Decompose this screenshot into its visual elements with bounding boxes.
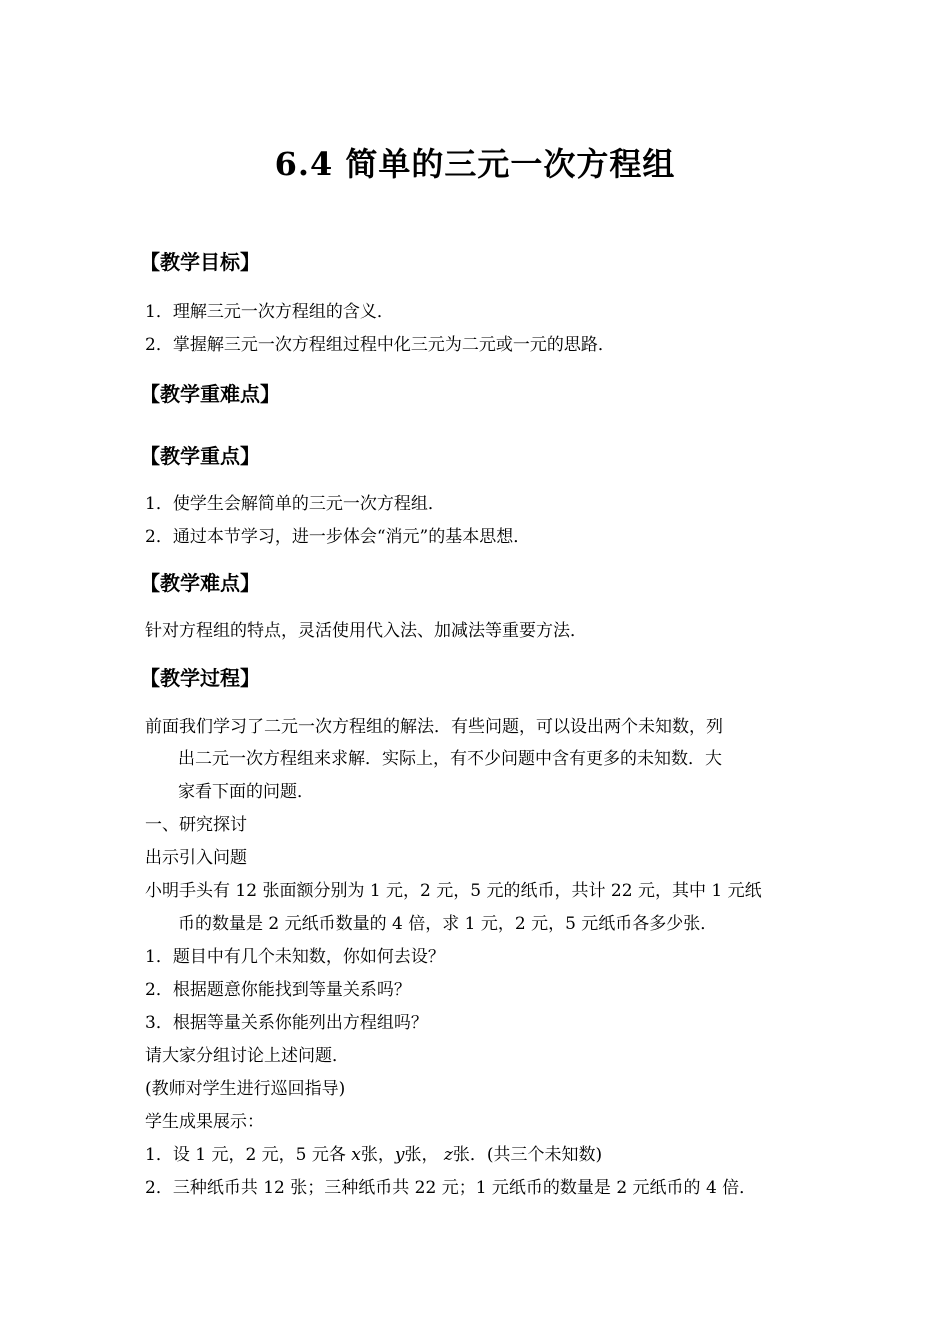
result-line-1 (145, 1142, 602, 1168)
document-title: 6.4 简单的三元一次方程组 (274, 145, 676, 183)
part-one-heading: 一、研究探讨 (145, 815, 247, 835)
difficulties-text: 针对方程组的特点，灵活使用代入法、加减法等重要方法． (145, 621, 587, 641)
discuss-line: 请大家分组讨论上述问题． (145, 1046, 349, 1066)
heading-difficulties: 【教学难点】 (140, 571, 260, 595)
heading-key-points: 【教学重点】 (140, 444, 260, 468)
intro-line-2: 出二元一次方程组来求解．实际上，有不少问题中含有更多的未知数．大 (178, 749, 722, 769)
result-1-prefix: 1．设 1 元，2 元，5 元各 (145, 1145, 352, 1165)
key-point-item-1: 1．使学生会解简单的三元一次方程组． (145, 494, 445, 514)
variable-y: y (394, 1145, 405, 1165)
heading-process: 【教学过程】 (140, 666, 260, 690)
results-label: 学生成果展示： (145, 1112, 264, 1132)
result-1-mid1: 张， (360, 1145, 395, 1165)
variable-z: z (443, 1145, 453, 1165)
variable-x: x (351, 1145, 361, 1165)
question-3: 3．根据等量关系你能列出方程组吗？ (145, 1013, 428, 1033)
key-point-item-2: 2．通过本节学习，进一步体会“消元”的基本思想． (145, 527, 531, 547)
question-1: 1．题目中有几个未知数，你如何去设？ (145, 947, 445, 967)
result-1-suffix: 张．(共三个未知数) (452, 1145, 603, 1165)
question-2: 2．根据题意你能找到等量关系吗？ (145, 980, 411, 1000)
heading-key-difficult: 【教学重难点】 (140, 382, 280, 406)
objective-item-2: 2．掌握解三元一次方程组过程中化三元为二元或一元的思路． (145, 335, 615, 355)
teacher-note: (教师对学生进行巡回指导) (145, 1079, 346, 1099)
show-problem-label: 出示引入问题 (145, 848, 247, 868)
intro-line-1: 前面我们学习了二元一次方程组的解法．有些问题，可以设出两个未知数，列 (145, 717, 723, 737)
objective-item-1: 1．理解三元一次方程组的含义． (145, 302, 394, 322)
problem-line-1: 小明手头有 12 张面额分别为 1 元，2 元，5 元的纸币，共计 22 元，其中 1 元纸 (145, 881, 762, 901)
intro-line-3: 家看下面的问题． (178, 782, 314, 802)
heading-objectives: 【教学目标】 (140, 250, 260, 274)
problem-line-2: 币的数量是 2 元纸币数量的 4 倍，求 1 元，2 元，5 元纸币各多少张． (178, 914, 718, 934)
result-1-mid2: 张， (404, 1145, 444, 1165)
result-line-2: 2．三种纸币共 12 张；三种纸币共 22 元；1 元纸币的数量是 2 元纸币的 4 倍． (145, 1178, 757, 1198)
